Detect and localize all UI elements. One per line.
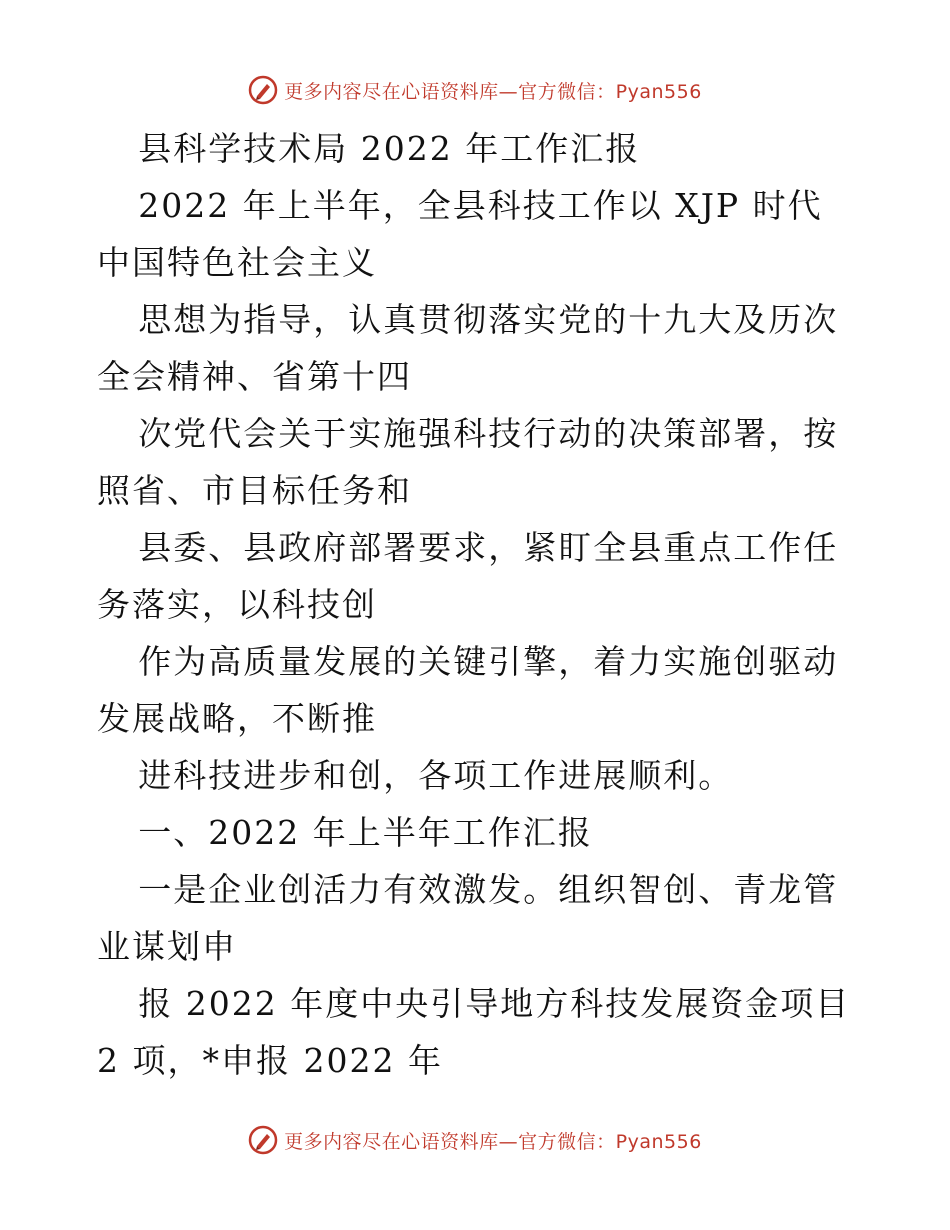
- document-body: [97, 120, 857, 1089]
- paragraph: 一是企业创活力有效激发。组织智创、青龙管业谋划申: [97, 870, 839, 966]
- paragraph: 报 2022 年度中央引导地方科技发展资金项目 2 项，*申报 2022 年: [97, 984, 851, 1080]
- paragraph: 次党代会关于实施强科技行动的决策部署，按照省、市目标任务和: [97, 414, 839, 510]
- section-heading: 一、2022 年上半年工作汇报: [138, 813, 593, 852]
- watermark-text: 更多内容尽在心语资料库—官方微信：Pyan556: [284, 1130, 702, 1153]
- document-title: 县科学技术局 2022 年工作汇报: [138, 129, 641, 168]
- paragraph: 县委、县政府部署要求，紧盯全县重点工作任务落实，以科技创: [97, 528, 839, 624]
- footer-watermark: [0, 1120, 950, 1160]
- pen-logo-icon: [248, 1125, 278, 1155]
- pen-logo-icon: [248, 75, 278, 105]
- watermark-text: 更多内容尽在心语资料库—官方微信：Pyan556: [284, 80, 702, 103]
- paragraph: 2022 年上半年，全县科技工作以 XJP 时代中国特色社会主义: [97, 186, 823, 282]
- paragraph: 作为高质量发展的关键引擎，着力实施创驱动发展战略，不断推: [97, 642, 839, 738]
- paragraph: 进科技进步和创，各项工作进展顺利。: [138, 756, 734, 795]
- paragraph: 思想为指导，认真贯彻落实党的十九大及历次全会精神、省第十四: [97, 300, 839, 396]
- header-watermark: [0, 70, 950, 110]
